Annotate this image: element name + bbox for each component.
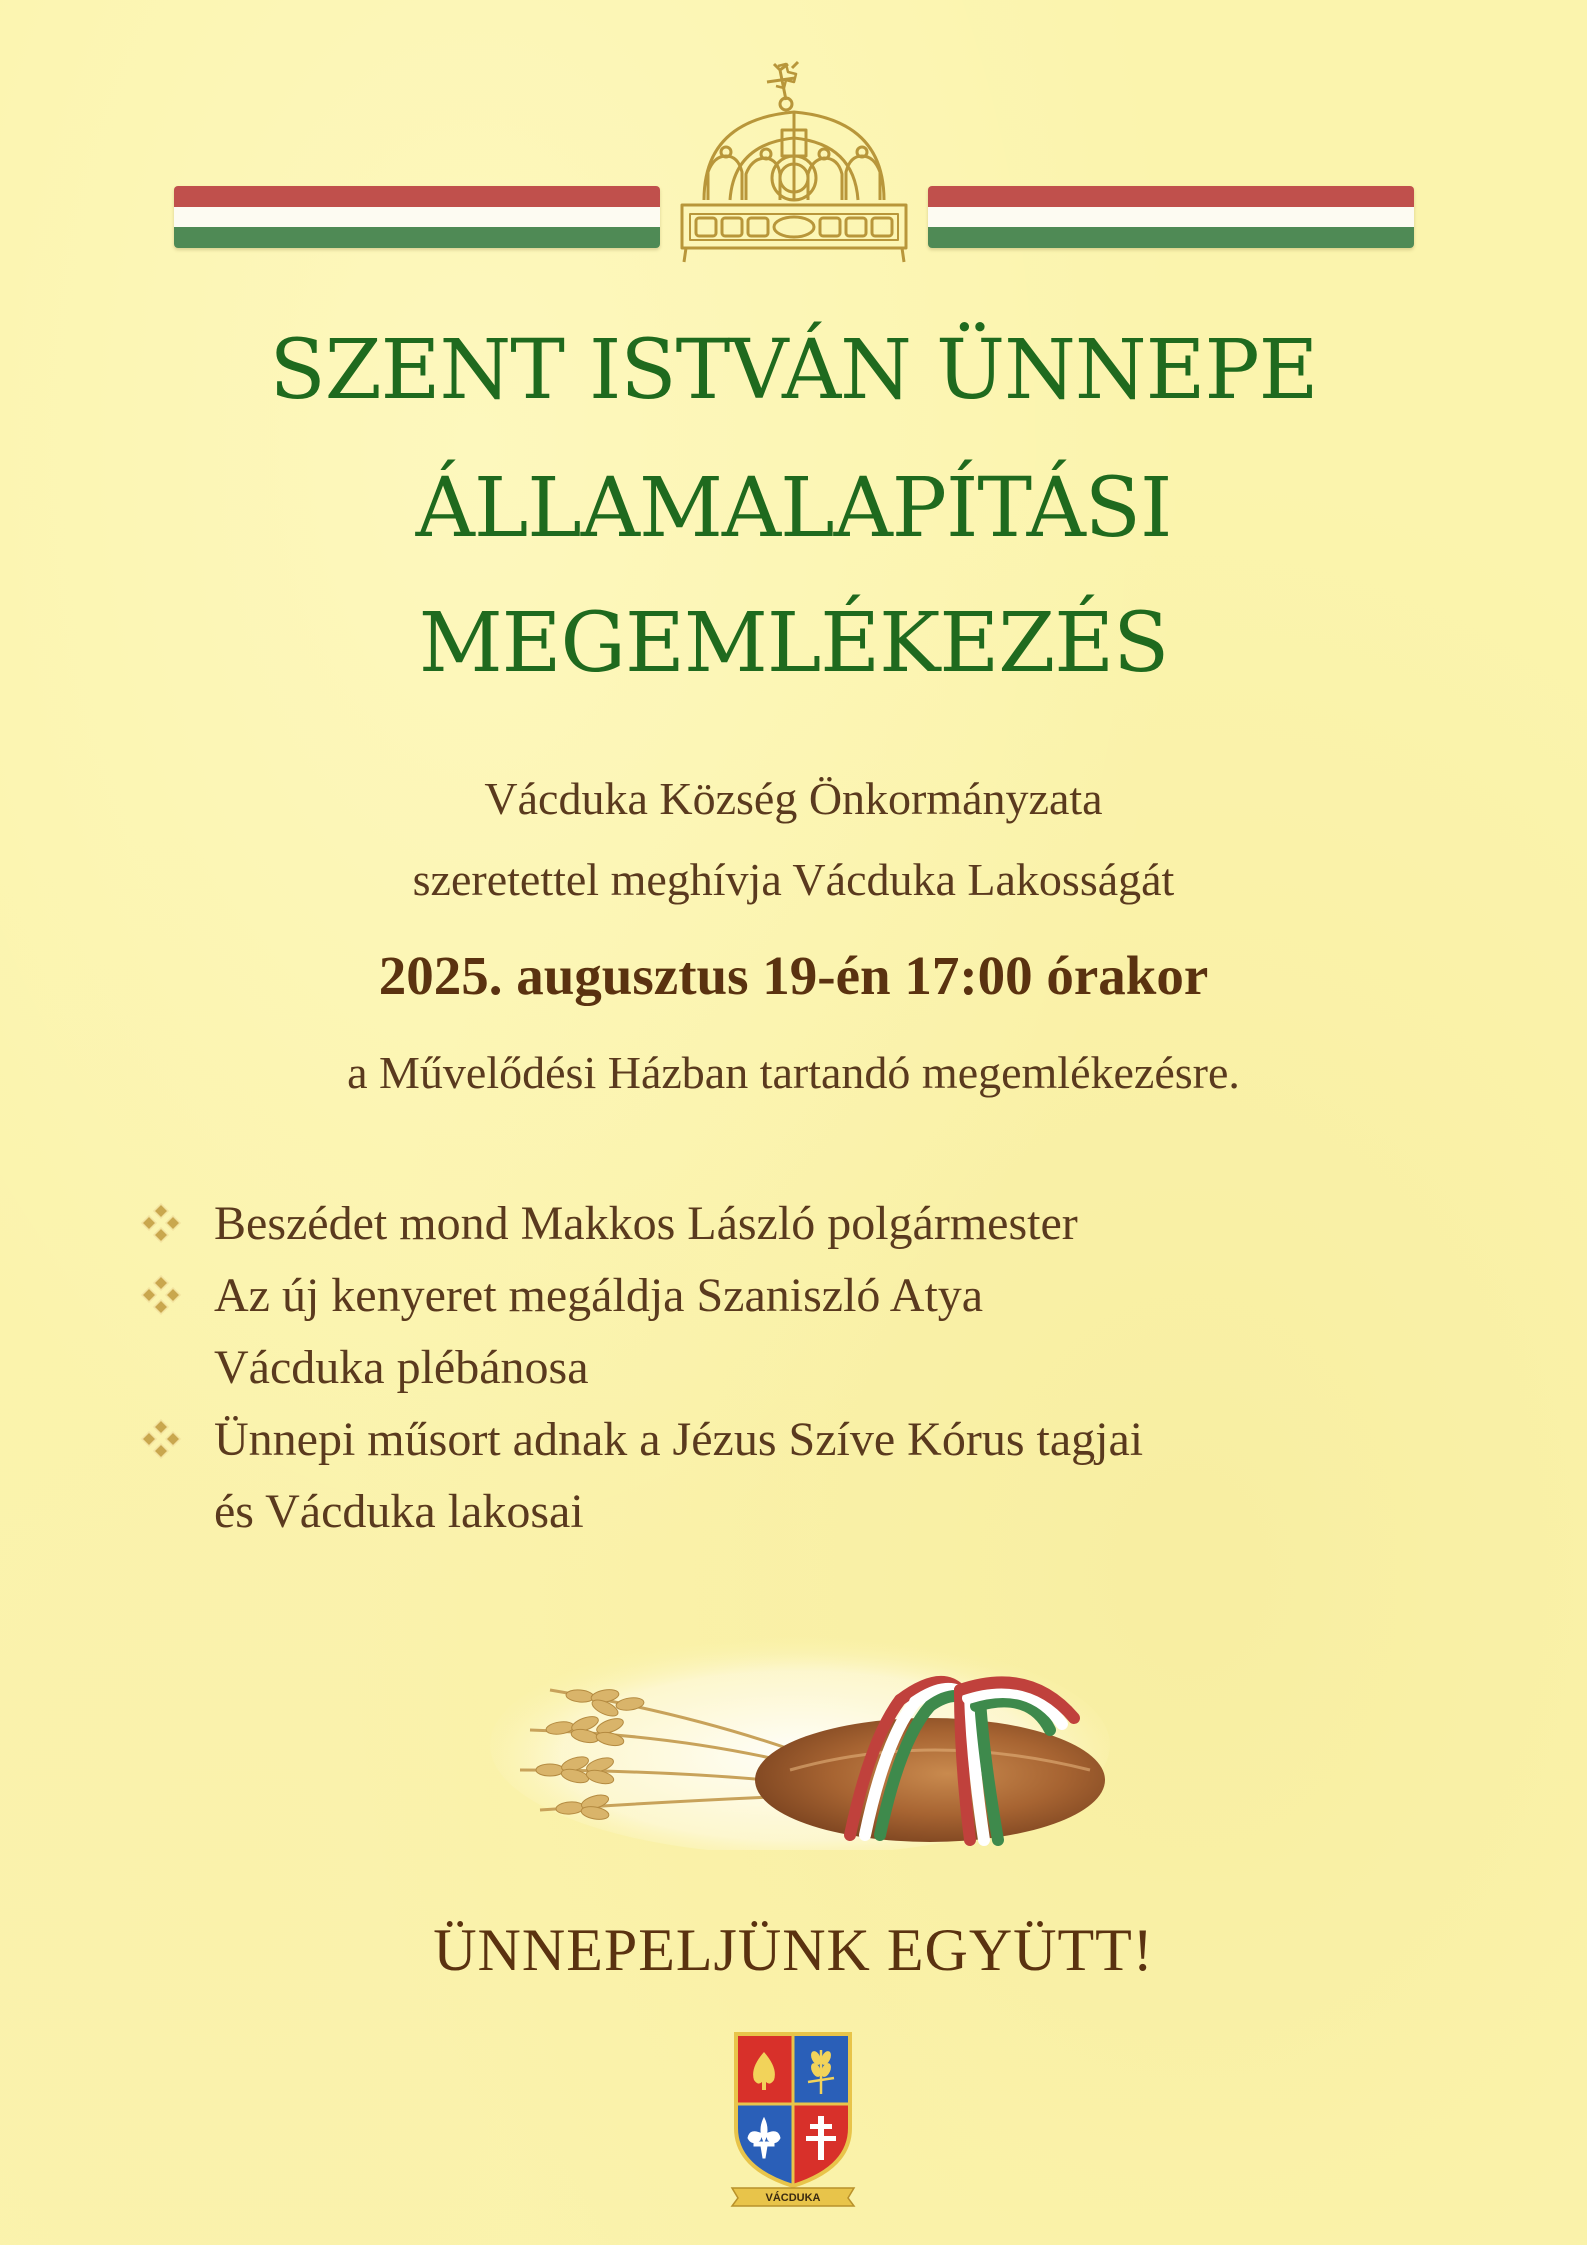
diamond-bullet-icon (140, 1418, 182, 1460)
diamond-bullet-icon (140, 1202, 182, 1244)
title-line-1: SZENT ISTVÁN ÜNNEPE (269, 323, 1318, 418)
coat-of-arms-icon (728, 2028, 858, 2208)
invitation-host: Vácduka Község Önkormányzata (484, 773, 1103, 824)
program-item-line: Beszédet mond Makkos László polgármester (214, 1197, 1078, 1250)
coat-of-arms-ribbon-text: VÁCDUKA (765, 2192, 821, 2204)
event-date: 2025. augusztus 19-én 17:00 órakor (378, 945, 1209, 1006)
closing-slogan: ÜNNEPELJÜNK EGYÜTT! (433, 1917, 1154, 1983)
flag-stripe-right (928, 186, 1414, 248)
program-item-line: Az új kenyeret megáldja Szaniszló Atya (214, 1269, 984, 1322)
title-line-2: ÁLLAMALAPÍTÁSI (415, 461, 1172, 556)
flag-stripe-left (174, 186, 660, 248)
invitation-text: szeretettel meghívja Vácduka Lakosságát (412, 854, 1175, 905)
title-line-3: MEGEMLÉKEZÉS (418, 596, 1169, 691)
program-item-line: Vácduka plébánosa (214, 1341, 589, 1394)
diamond-bullet-icon (140, 1274, 182, 1316)
event-venue: a Művelődési Házban tartandó megemlékezésre. (347, 1047, 1240, 1098)
bread-and-wheat-icon (490, 1620, 1110, 1850)
program-item-line: Ünnepi műsort adnak a Jézus Szíve Kórus tagjai (214, 1413, 1144, 1466)
program-item-line: és Vácduka lakosai (214, 1485, 584, 1538)
holy-crown-icon (674, 60, 914, 265)
